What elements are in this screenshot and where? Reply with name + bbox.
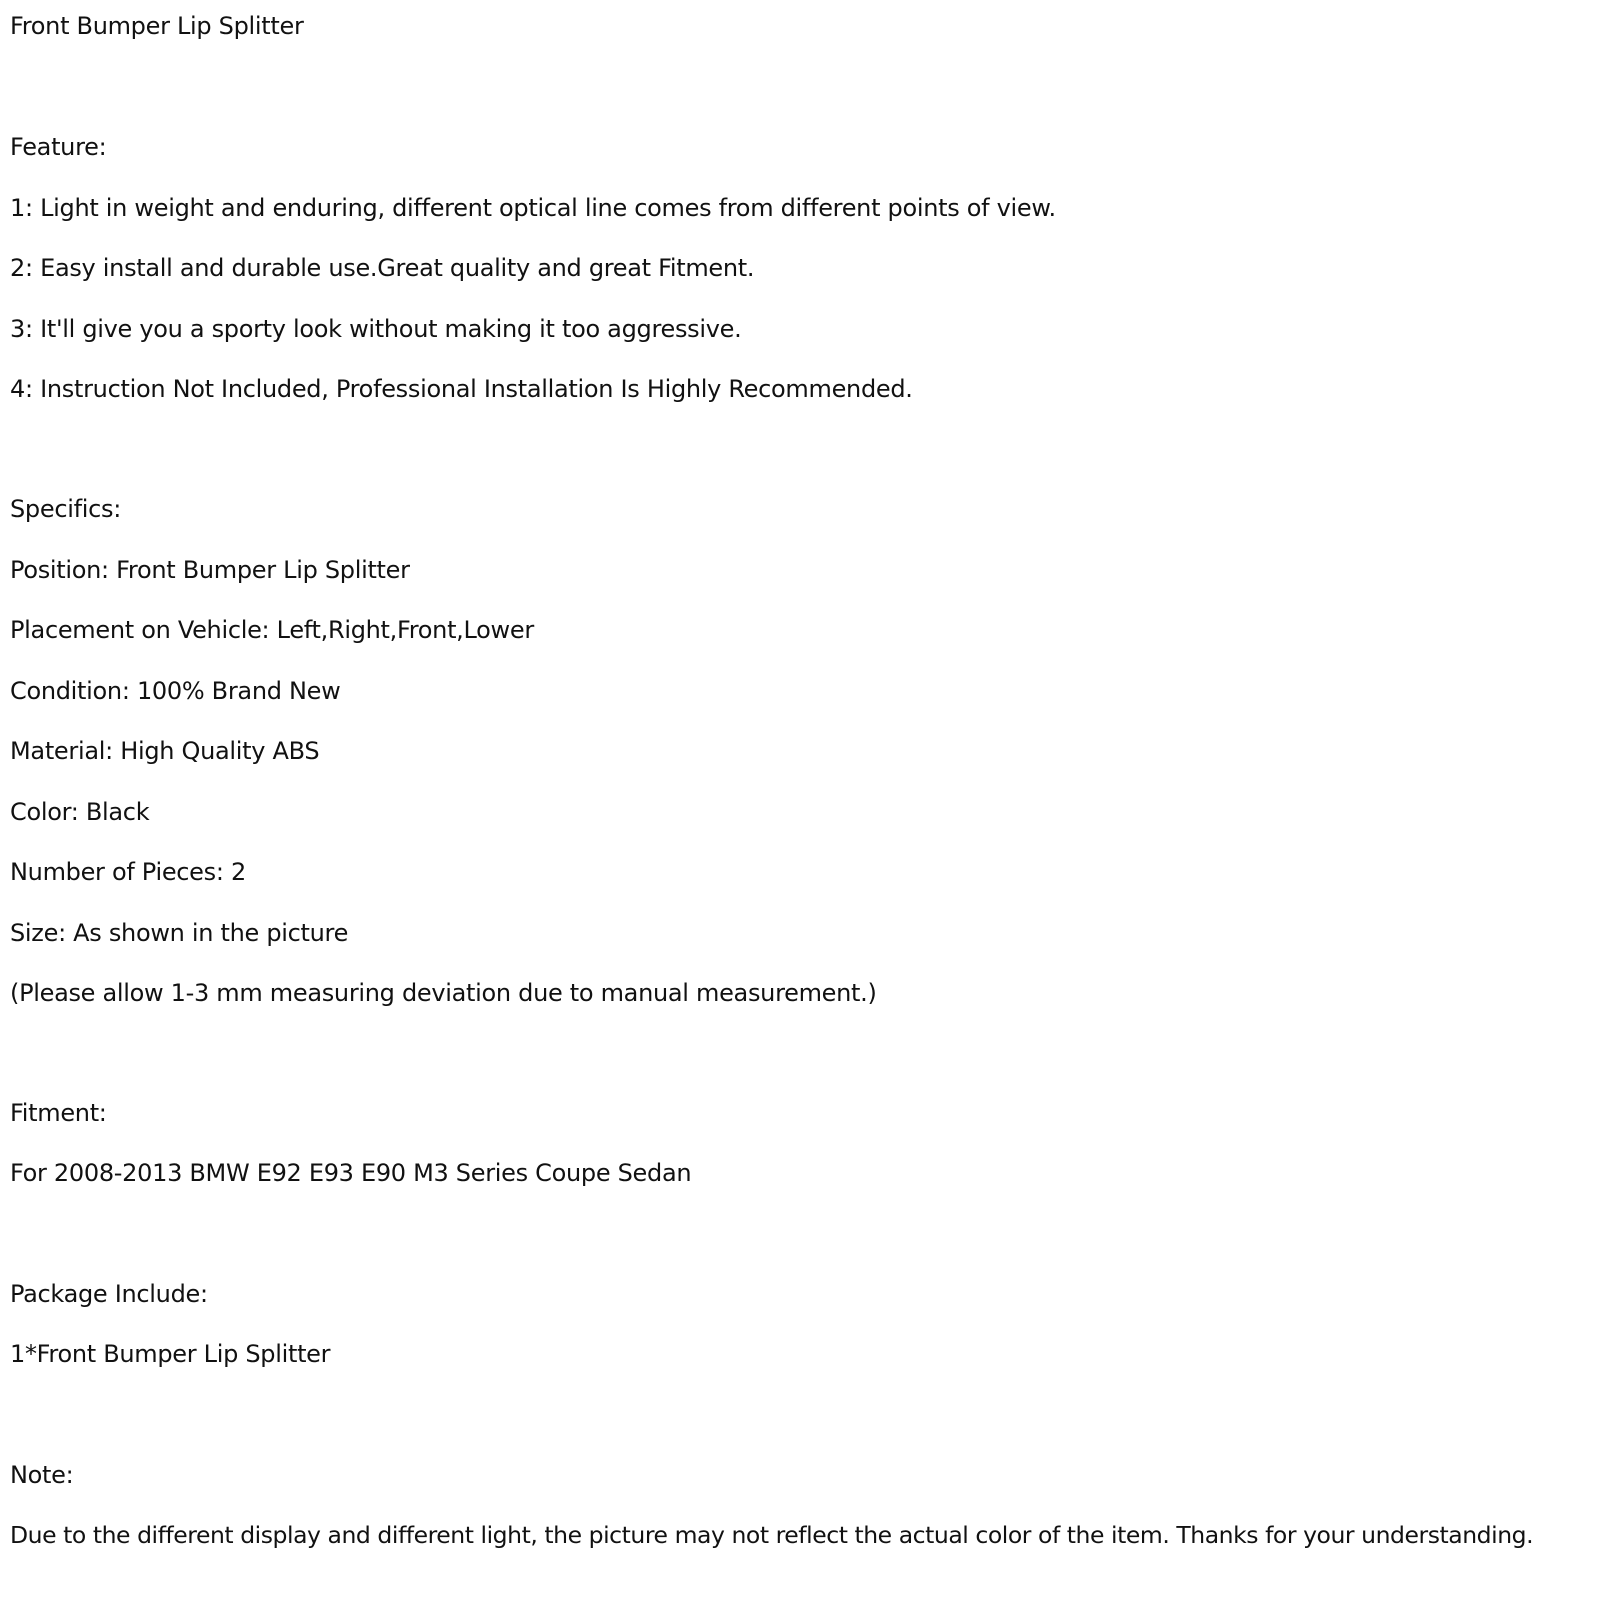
package-heading: Package Include:: [10, 1280, 208, 1308]
feature-item: 1: Light in weight and enduring, different optical line comes from different points of view.: [10, 194, 1056, 222]
spec-placement: Placement on Vehicle: Left,Right,Front,Lower: [10, 616, 534, 644]
note-heading: Note:: [10, 1461, 74, 1489]
fitment-heading: Fitment:: [10, 1099, 107, 1127]
spec-position: Position: Front Bumper Lip Splitter: [10, 556, 410, 584]
spec-pieces: Number of Pieces: 2: [10, 858, 246, 886]
spec-deviation-note: (Please allow 1-3 mm measuring deviation due to manual measurement.): [10, 979, 877, 1007]
package-text: 1*Front Bumper Lip Splitter: [10, 1340, 331, 1368]
feature-item: 3: It'll give you a sporty look without making it too aggressive.: [10, 315, 742, 343]
note-text: Due to the different display and different light, the picture may not reflect the actual color of the item. Thanks for your understanding.: [10, 1521, 1534, 1549]
fitment-text: For 2008-2013 BMW E92 E93 E90 M3 Series Coupe Sedan: [10, 1159, 692, 1187]
document-title: Front Bumper Lip Splitter: [10, 12, 304, 40]
feature-item: 4: Instruction Not Included, Professional Installation Is Highly Recommended.: [10, 375, 913, 403]
spec-color: Color: Black: [10, 798, 150, 826]
specifics-heading: Specifics:: [10, 495, 122, 523]
feature-item: 2: Easy install and durable use.Great quality and great Fitment.: [10, 254, 755, 282]
spec-size: Size: As shown in the picture: [10, 919, 349, 947]
spec-material: Material: High Quality ABS: [10, 737, 320, 765]
feature-heading: Feature:: [10, 133, 107, 161]
spec-condition: Condition: 100% Brand New: [10, 677, 341, 705]
